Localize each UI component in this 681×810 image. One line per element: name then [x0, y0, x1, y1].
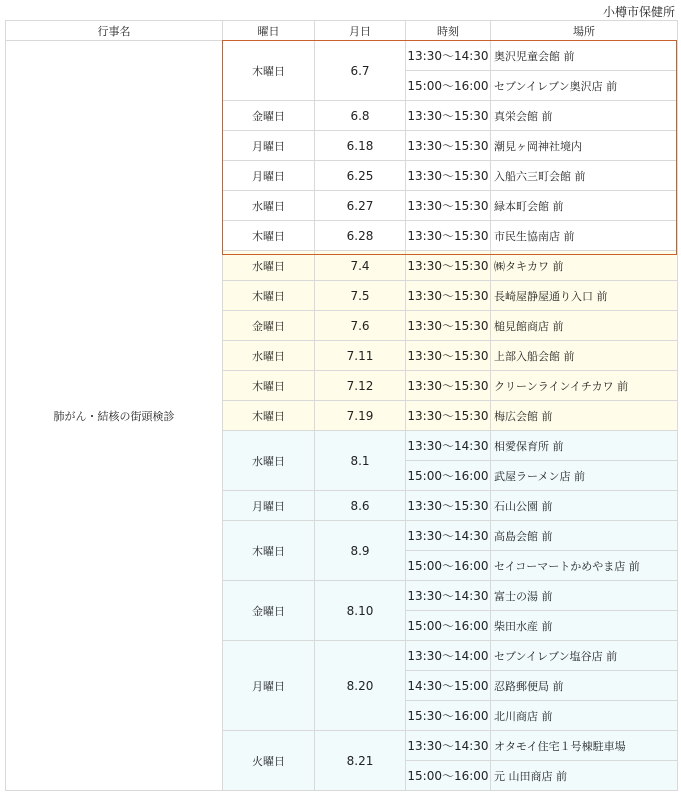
- schedule-table: [5, 20, 678, 791]
- place-cell: 柴田水産 前: [491, 611, 678, 641]
- schedule-body: [6, 41, 678, 791]
- place-cell: 相愛保育所 前: [491, 431, 678, 461]
- place-cell: 槌見館商店 前: [491, 311, 678, 341]
- event-name: 肺がん・結核の街頭検診: [6, 41, 223, 791]
- date-cell: 8.1: [315, 431, 406, 491]
- time-cell: 13:30～14:30: [406, 731, 491, 761]
- weekday-cell: 金曜日: [223, 581, 315, 641]
- time-cell: 13:30～15:30: [406, 161, 491, 191]
- header-place: 場所: [491, 21, 678, 41]
- place-cell: セブンイレブン奥沢店 前: [491, 71, 678, 101]
- weekday-cell: 水曜日: [223, 191, 315, 221]
- weekday-cell: 月曜日: [223, 491, 315, 521]
- weekday-cell: 月曜日: [223, 131, 315, 161]
- date-cell: 6.28: [315, 221, 406, 251]
- date-cell: 8.10: [315, 581, 406, 641]
- place-cell: ㈱タキカワ 前: [491, 251, 678, 281]
- place-cell: 富士の湯 前: [491, 581, 678, 611]
- time-cell: 13:30～15:30: [406, 491, 491, 521]
- time-cell: 13:30～14:30: [406, 581, 491, 611]
- time-cell: 13:30～15:30: [406, 311, 491, 341]
- place-cell: 北川商店 前: [491, 701, 678, 731]
- date-cell: 6.8: [315, 101, 406, 131]
- place-cell: 忍路郵便局 前: [491, 671, 678, 701]
- weekday-cell: 金曜日: [223, 311, 315, 341]
- place-cell: 武屋ラーメン店 前: [491, 461, 678, 491]
- place-cell: 入船六三町会館 前: [491, 161, 678, 191]
- time-cell: 13:30～14:00: [406, 641, 491, 671]
- time-cell: 13:30～15:30: [406, 401, 491, 431]
- header-event: 行事名: [6, 21, 223, 41]
- time-cell: 13:30～15:30: [406, 191, 491, 221]
- weekday-cell: 木曜日: [223, 371, 315, 401]
- time-cell: 15:00～16:00: [406, 761, 491, 791]
- time-cell: 13:30～15:30: [406, 281, 491, 311]
- time-cell: 13:30～15:30: [406, 101, 491, 131]
- time-cell: 15:30～16:00: [406, 701, 491, 731]
- table-row: [6, 41, 678, 71]
- weekday-cell: 月曜日: [223, 161, 315, 191]
- date-cell: 8.9: [315, 521, 406, 581]
- time-cell: 13:30～14:30: [406, 41, 491, 71]
- place-cell: セブンイレブン塩谷店 前: [491, 641, 678, 671]
- place-cell: 緑本町会館 前: [491, 191, 678, 221]
- place-cell: オタモイ住宅１号棟駐車場: [491, 731, 678, 761]
- time-cell: 15:00～16:00: [406, 71, 491, 101]
- weekday-cell: 月曜日: [223, 641, 315, 731]
- time-cell: 13:30～15:30: [406, 221, 491, 251]
- weekday-cell: 水曜日: [223, 431, 315, 491]
- weekday-cell: 木曜日: [223, 521, 315, 581]
- date-cell: 6.25: [315, 161, 406, 191]
- weekday-cell: 水曜日: [223, 341, 315, 371]
- date-cell: 8.6: [315, 491, 406, 521]
- date-cell: 7.11: [315, 341, 406, 371]
- weekday-cell: 金曜日: [223, 101, 315, 131]
- time-cell: 15:00～16:00: [406, 611, 491, 641]
- date-cell: 6.27: [315, 191, 406, 221]
- organization-name: 小樽市保健所: [602, 5, 675, 19]
- place-cell: 長崎屋静屋通り入口 前: [491, 281, 678, 311]
- time-cell: 13:30～14:30: [406, 521, 491, 551]
- place-cell: 奥沢児童会館 前: [491, 41, 678, 71]
- place-cell: 上部入船会館 前: [491, 341, 678, 371]
- place-cell: 石山公園 前: [491, 491, 678, 521]
- time-cell: 13:30～15:30: [406, 341, 491, 371]
- header-date: 月日: [315, 21, 406, 41]
- date-cell: 7.12: [315, 371, 406, 401]
- date-cell: 6.18: [315, 131, 406, 161]
- time-cell: 13:30～15:30: [406, 251, 491, 281]
- time-cell: 13:30～15:30: [406, 371, 491, 401]
- weekday-cell: 水曜日: [223, 251, 315, 281]
- date-cell: 7.4: [315, 251, 406, 281]
- time-cell: 13:30～14:30: [406, 431, 491, 461]
- date-cell: 7.6: [315, 311, 406, 341]
- date-cell: 8.21: [315, 731, 406, 791]
- weekday-cell: 木曜日: [223, 41, 315, 101]
- place-cell: クリーンラインイチカワ 前: [491, 371, 678, 401]
- place-cell: セイコーマートかめやま店 前: [491, 551, 678, 581]
- time-cell: 15:00～16:00: [406, 551, 491, 581]
- date-cell: 8.20: [315, 641, 406, 731]
- header-time: 時刻: [406, 21, 491, 41]
- header-row: [6, 21, 678, 41]
- weekday-cell: 木曜日: [223, 401, 315, 431]
- time-cell: 15:00～16:00: [406, 461, 491, 491]
- place-cell: 梅広会館 前: [491, 401, 678, 431]
- date-cell: 7.5: [315, 281, 406, 311]
- place-cell: 市民生協南店 前: [491, 221, 678, 251]
- weekday-cell: 火曜日: [223, 731, 315, 791]
- place-cell: 真栄会館 前: [491, 101, 678, 131]
- date-cell: 7.19: [315, 401, 406, 431]
- time-cell: 13:30～15:30: [406, 131, 491, 161]
- date-cell: 6.7: [315, 41, 406, 101]
- weekday-cell: 木曜日: [223, 281, 315, 311]
- weekday-cell: 木曜日: [223, 221, 315, 251]
- time-cell: 14:30～15:00: [406, 671, 491, 701]
- place-cell: 元 山田商店 前: [491, 761, 678, 791]
- place-cell: 高島会館 前: [491, 521, 678, 551]
- place-cell: 潮見ヶ岡神社境内: [491, 131, 678, 161]
- header-weekday: 曜日: [223, 21, 315, 41]
